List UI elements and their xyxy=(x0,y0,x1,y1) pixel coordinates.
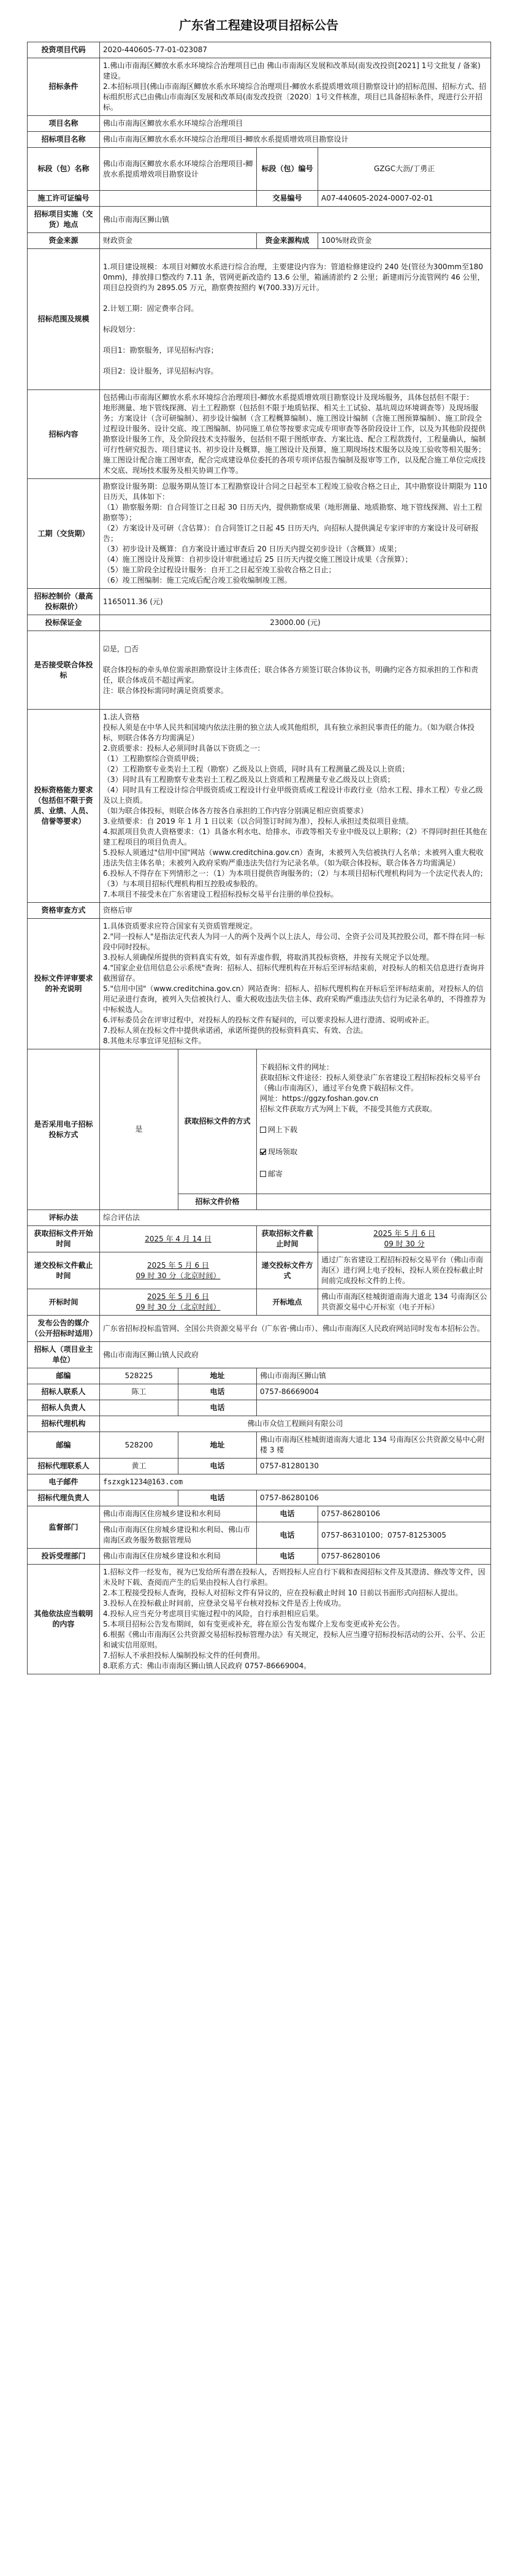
value-doc-method: 通过广东省建设工程招标投标交易平台（佛山市南海区）进行网上电子投标，投标人须在投标截止时间前完成投标文件的上传。 xyxy=(318,1252,491,1289)
label-permit: 施工许可证编号 xyxy=(28,191,100,207)
row-joint xyxy=(28,631,491,710)
joint-text: 联合体投标的牵头单位需承担勘察设计主体责任；联合体各方须签订联合体协议书，明确约定各方拟承担的工作和责任，联合体成员不超过两家。 注：联合体投标需同时满足资质要求。 xyxy=(103,665,479,695)
value-bid-project-name: 佛山市南海区鲫放水系水环境综合治理项目-鲫放水系提质增效项目勘察设计 xyxy=(100,132,491,148)
label-project-code: 投资项目代码 xyxy=(28,42,100,58)
value-tenderer-contact: 陈工 xyxy=(100,1384,178,1400)
label-deposit: 投标保证金 xyxy=(28,615,100,631)
value-get-time: 2025 年 4 月 14 日 xyxy=(100,1226,257,1252)
label-supervisor-2-tel: 电话 xyxy=(257,1522,318,1549)
value-agent: 佛山市众信工程顾问有限公司 xyxy=(100,1416,491,1432)
row-agent-leader xyxy=(28,1490,491,1506)
label-channel: 获取招标文件的方式 xyxy=(178,1049,257,1194)
row-media xyxy=(28,1316,491,1342)
value-section: 佛山市南海区鲫放水系水环境综合治理项目-鲫放水系提质增效项目勘察设计 xyxy=(100,148,257,191)
scope-item: 项目2：设计服务，详见招标内容。 xyxy=(103,367,218,375)
label-agent-tel: 电话 xyxy=(178,1459,257,1474)
row-agent-email xyxy=(28,1474,491,1490)
label-location: 招标项目实施（交货）地点 xyxy=(28,207,100,233)
row-section xyxy=(28,148,491,191)
value-supervisor-2-tel: 0757-86310100；0757-81253005 xyxy=(318,1522,491,1549)
label-section: 标段（包）名称 xyxy=(28,148,100,191)
value-tenderer-leader xyxy=(100,1400,178,1416)
label-supervisor-tel: 电话 xyxy=(257,1506,318,1522)
value-agent-contact: 黄工 xyxy=(100,1459,178,1474)
value-review-method: 综合评估法 xyxy=(100,1210,491,1226)
value-tenderer: 佛山市南海区狮山镇人民政府 xyxy=(100,1342,491,1368)
row-qualification xyxy=(28,710,491,903)
label-project-name: 项目名称 xyxy=(28,116,100,132)
row-evaluation xyxy=(28,919,491,1049)
row-tenderer-leader xyxy=(28,1400,491,1416)
checkbox-icon xyxy=(260,1171,266,1177)
row-review-method xyxy=(28,1210,491,1226)
row-deposit xyxy=(28,615,491,631)
value-fund-source: 财政资金 xyxy=(100,233,257,249)
scope-item: 项目1：勘察服务，详见招标内容； xyxy=(103,346,218,355)
value-other: 1.招标文件一经发布，视为已发给所有潜在投标人，否则投标人应自行下载和查阅招标文件及其澄清、修改等文件，因未及时下载、查阅而产生的后果由投标人自行承担。 2.本工程接受投标人查询，投标人对招标文件有异议的，应在投标截止时间 10 日前以书面形式向招标人提出。 3.投标人在投标截止时间前，应登录交易平台核对投标文件是否上传成功。 4.投标人应当充分考虑项目实施过程中的风险，自行承担相应后果。 5.本项目招标公告发布期间，如有变更或补充，将在原公告发布媒介上发布变更或补充公告。 6.根据《佛山市南海区公共资源交易招标投标管理办法》有关规定，投标人应当遵守招标投标活动的公开、公平、公正和诚实信用原则。 7.招标人不承担投标人编制投标文件的任何费用。 8.联系方式：佛山市南海区狮山镇人民政府 0757-86669004。 xyxy=(100,1565,491,1674)
page-title: 广东省工程建设项目招标公告 xyxy=(179,18,338,33)
value-scope xyxy=(100,249,491,390)
label-supervisor: 监督部门 xyxy=(28,1506,100,1549)
row-tenderer xyxy=(28,1342,491,1368)
label-agent-leader: 招标代理负责人 xyxy=(28,1490,100,1506)
row-electronic xyxy=(28,1049,491,1194)
value-complaint-tel: 0757-86280106 xyxy=(318,1549,491,1565)
label-agent-postcode: 邮编 xyxy=(28,1432,100,1459)
value-agent-leader xyxy=(100,1490,178,1506)
row-conditions xyxy=(28,58,491,116)
label-cost: 招标控制价（最高投标限价） xyxy=(28,589,100,615)
value-joint xyxy=(100,631,491,710)
checkbox-icon xyxy=(260,1127,266,1133)
row-schedule xyxy=(28,479,491,589)
value-qualification: 1.法人资格 投标人须是在中华人民共和国境内依法注册的独立法人或其他组织，具有独立承担民事责任的能力。（如为联合体投标，则联合体各方均需满足） 2.资质要求：投标人必须同时具备以下资质之一： （1）工程勘察综合资质甲级； （2）工程勘察专业类岩土工程（勘察）乙级及以上资质，同时具有工程测量乙级及以上资质； （3）同时具有工程勘察专业类岩土工程乙级及以上资质和工程测量专业乙级及以上资质； （4）同时具有工程设计综合甲级资质或工程设计行业甲级资质或工程设计市政行业（给水工程、排水工程）专业乙级及以上资质。 （如为联合体投标，则联合体各方按各自承担的工作内容分别满足相应资质要求） 3.业绩要求：自 2019 年 1 月 1 日以来（以合同签订时间为准），投标人承担过类似项目业绩。 4.拟派项目负责人资格要求：（1）具备水利水电、给排水、市政等相关专业中级及以上职称；（2）不得同时担任其他在建工程项目的项目负责人。 5.投标人须通过"信用中国"网站（www.creditchina.gov.cn）查询，未被列入失信被执行人名单；未被列入重大税收违法失信主体名单；未被列入政府采购严重违法失信行为记录名单。（如为联合体投标，联合体各方均需满足） 6.投标人不得存在下列情形之一：（1）为本项目提供咨询服务的；（2）与本项目招标代理机构同为一个法定代表人的；（3）与本项目招标代理机构相互控股或参股的。 7.本项目不接受未在广东省建设工程招标投标交易平台注册的单位投标。 xyxy=(100,710,491,903)
label-agent-addr: 地址 xyxy=(178,1432,257,1459)
label-electronic: 是否采用电子招标投标方式 xyxy=(28,1049,100,1210)
value-complaint: 佛山市南海区住房城乡建设和水利局 xyxy=(100,1549,257,1565)
value-permit xyxy=(100,191,257,207)
value-electronic: 是 xyxy=(100,1049,178,1210)
label-open-place: 开标地点 xyxy=(257,1289,318,1316)
value-content: 包括佛山市南海区鲫放水系水环境综合治理项目-鲫放水系提质增效项目勘察设计及现场服务，具体包括但不限于： 地形测量、地下管线探测、岩土工程勘察（包括但不限于地质钻探、相关土工试验、基坑周边环境调查等）及现场服务；方案设计（含可研编制）、初步设计编制（含工程概算编制）、施工图设计编制（含施工图预算编制）、施工阶段全过程设计服务、设计交底、竣工图编制、协同施工单位等按要求完成专项审查等各阶段设计工作，以及为其他阶段提供勘察设计服务工作，及全阶段技术支持服务，包括但不限于图纸审查、方案比选、配合工程款拨付，工程量确认，编制可行性研究报告、项目建议书、初步设计及概算，施工图设计及预算，施工期现场技术服务以及竣工验收等相关服务；施工图设计配合施工图审查，配合完成建设单位委托的各项专项评估报告编制及报审等工作，以及配合施工单位完成技术交底、现场技术服务及相关协调工作等。 xyxy=(100,390,491,479)
value-supervisor-tel: 0757-86280106 xyxy=(318,1506,491,1522)
scope-item: 标段划分： xyxy=(103,325,140,334)
label-tenderer-addr: 地址 xyxy=(178,1368,257,1384)
value-media: 广东省招标投标监管网、全国公共资源交易平台（广东省·佛山市）、佛山市南海区人民政府网站同时发布本招标公告。 xyxy=(100,1316,491,1342)
row-supervisor xyxy=(28,1506,491,1522)
value-open-place: 佛山市南海区桂城街道南海大道北 134 号南海区公共资源交易中心开标室（电子开标） xyxy=(318,1289,491,1316)
value-open-time: 2025 年 5 月 6 日 09 时 30 分（北京时间） xyxy=(100,1289,257,1316)
label-tenderer-leader: 招标人负责人 xyxy=(28,1400,100,1416)
label-get-end: 获取招标文件截止时间 xyxy=(257,1226,318,1252)
value-section-no: GZGC大沥/丁勇正 xyxy=(318,148,491,191)
row-tenderer-contact xyxy=(28,1384,491,1400)
label-trade-code: 交易编号 xyxy=(257,191,318,207)
row-project-name xyxy=(28,116,491,132)
value-agent-addr: 佛山市南海区桂城街道南海大道北 134 号南海区公共资源交易中心附楼 3 楼 xyxy=(257,1432,491,1459)
channel-option-mail[interactable]: 邮寄 xyxy=(260,1169,487,1179)
value-project-name: 佛山市南海区鲫放水系水环境综合治理项目 xyxy=(100,116,491,132)
label-tenderer-leader-tel: 电话 xyxy=(178,1400,257,1416)
label-agent: 招标代理机构 xyxy=(28,1416,100,1432)
value-fund-ratio: 100%财政资金 xyxy=(318,233,491,249)
row-content xyxy=(28,390,491,479)
value-tenderer-tel: 0757-86669004 xyxy=(257,1384,491,1400)
notice-table xyxy=(27,42,491,1674)
value-review: 资格后审 xyxy=(100,903,491,919)
value-trade-code: A07-440605-2024-0007-02-01 xyxy=(318,191,491,207)
value-cost: 1165011.36 (元) xyxy=(100,589,491,615)
value-supervisor-2: 佛山市南海区住房城乡建设和水利局、佛山市南海区政务服务数据管理局 xyxy=(100,1522,257,1549)
row-review xyxy=(28,903,491,919)
label-qualification: 投标资格能力要求（包括但不限于资质、业绩、人员、信誉等要求） xyxy=(28,710,100,903)
value-tenderer-addr: 佛山市南海区狮山镇 xyxy=(257,1368,491,1384)
value-agent-tel: 0757-81280130 xyxy=(257,1459,491,1474)
label-conditions: 招标条件 xyxy=(28,58,100,116)
label-doc-submit: 递交投标文件截止时间 xyxy=(28,1252,100,1289)
value-tenderer-postcode: 528225 xyxy=(100,1368,178,1384)
label-joint: 是否接受联合体投标 xyxy=(28,631,100,710)
row-scope xyxy=(28,249,491,390)
scope-intro: 1.项目建设规模：本项目对鲫放水系进行综合治理，主要建设内容为：管道检修建设约 240 处(管径为300mm至1800mm)，排放排口整改约 7.11 条，管网更新改造约 13.6 公里，箱涵清淤约 2 公里；新建雨污分流管网约 46 公里，项目总投资约为 2895.05 万元，勘察费按照约 ¥(700.33)万元计。 xyxy=(103,263,485,292)
row-cost xyxy=(28,589,491,615)
row-location xyxy=(28,207,491,233)
label-fund-source: 资金来源 xyxy=(28,233,100,249)
row-fund xyxy=(28,233,491,249)
channel-text: 下载招标文件的网址： 获取招标文件途径：投标人须登录广东省建设工程招标投标交易平台（佛山市南海区），通过平台免费下载招标文件。 网址：https://ggzy.foshan.gov.cn 招标文件获取方式为网上下载，不接受其他方式获取。 xyxy=(260,1063,481,1113)
value-conditions: 1.佛山市南海区鲫放水系水环境综合治理项目已由 佛山市南海区发展和改革局(南发改投资[2021] 1号文批复 / 备案) 建设。 2.本招标项目(佛山市南海区鲫放水系水环境综合治理项目-鲫放水系提质增效项目勘察设计)的招标范围、招标方式、招标组织形式已由佛山市南海区发展和改革局(南发改投资〔2020〕1号文件核准，项目已具备招标条件，现进行公开招标。 xyxy=(100,58,491,116)
label-get-time: 获取招标文件开始时间 xyxy=(28,1226,100,1252)
channel-option-onsite[interactable]: 现场领取 xyxy=(260,1147,487,1157)
value-get-end: 2025 年 5 月 6 日 09 时 30 分 xyxy=(318,1226,491,1252)
label-review: 资格审查方式 xyxy=(28,903,100,919)
value-deposit: 23000.00 (元) xyxy=(100,615,491,631)
value-tenderer-leader-tel xyxy=(257,1400,491,1416)
label-tenderer-postcode: 邮编 xyxy=(28,1368,100,1384)
label-review-method: 评标办法 xyxy=(28,1210,100,1226)
label-agent-contact: 招标代理联系人 xyxy=(28,1459,100,1474)
row-get-time xyxy=(28,1226,491,1252)
row-tenderer-addr xyxy=(28,1368,491,1384)
value-doc-submit: 2025 年 5 月 6 日 09 时 30 分（北京时间） xyxy=(100,1252,257,1289)
label-other: 其他依法应当载明的内容 xyxy=(28,1565,100,1674)
value-supervisor: 佛山市南海区住房城乡建设和水利局 xyxy=(100,1506,257,1522)
row-agent-contact xyxy=(28,1459,491,1474)
row-project-code xyxy=(28,42,491,58)
label-media: 发布公告的媒介（公开招标时适用） xyxy=(28,1316,100,1342)
label-tenderer-tel: 电话 xyxy=(178,1384,257,1400)
row-agent xyxy=(28,1416,491,1432)
value-agent-leader-tel: 0757-86280106 xyxy=(257,1490,491,1506)
checkbox-checked-icon xyxy=(260,1149,266,1155)
label-schedule: 工期（交货期） xyxy=(28,479,100,589)
label-agent-email: 电子邮件 xyxy=(28,1474,100,1490)
row-doc-submit xyxy=(28,1252,491,1289)
scope-item: 2.计划工期：固定费率合同。 xyxy=(103,304,199,313)
value-fee xyxy=(257,1194,491,1210)
label-complaint-tel: 电话 xyxy=(257,1549,318,1565)
label-fund-ratio: 资金来源构成 xyxy=(257,233,318,249)
label-tenderer-contact: 招标人联系人 xyxy=(28,1384,100,1400)
label-scope: 招标范围及规模 xyxy=(28,249,100,390)
label-agent-leader-tel: 电话 xyxy=(178,1490,257,1506)
value-project-code: 2020-440605-77-01-023087 xyxy=(100,42,491,58)
row-complaint xyxy=(28,1549,491,1565)
value-agent-email[interactable]: fszxgk1234@163.com xyxy=(100,1474,491,1490)
label-section-no: 标段（包）编号 xyxy=(257,148,318,191)
row-bid-project-name xyxy=(28,132,491,148)
label-bid-project-name: 招标项目名称 xyxy=(28,132,100,148)
value-channel xyxy=(257,1049,491,1194)
label-evaluation: 投标文件评审要求的补充说明 xyxy=(28,919,100,1049)
label-content: 招标内容 xyxy=(28,390,100,479)
row-open-time xyxy=(28,1289,491,1316)
label-complaint: 投诉受理部门 xyxy=(28,1549,100,1565)
row-agent-addr xyxy=(28,1432,491,1459)
value-evaluation: 1.具体资质要求应符合国家有关资质管理规定。 2."同一投标人"是指法定代表人为同一人的两个及两个以上法人，母公司、全资子公司及其控股公司，都不得在同一标段中同时投标。 3.投标人须确保所提供的资料真实有效，如有弄虚作假，将取消其投标资格，并按有关规定予以处理。 4."国家企业信用信息公示系统"查询：招标人、招标代理机构在开标后至评标结束前，对投标人的相关信息进行查询并截图留存。 5."信用中国"（www.creditchina.gov.cn）网站查询：招标人、招标代理机构在开标后至评标结束前，对投标人的信用记录进行查询，被列入失信被执行人、重大税收违法失信主体、政府采购严重违法失信行为记录名单的，不得推荐为中标候选人。 6.评标委员会在评审过程中，对投标人的投标文件有疑问的，可以要求投标人进行澄清、说明或补正。 7.投标人须在投标文件中提供承诺函，承诺所提供的投标资料真实、有效、合法。 8.其他未尽事宜详见招标文件。 xyxy=(100,919,491,1049)
channel-option-download[interactable]: 网上下载 xyxy=(260,1125,487,1135)
row-permit xyxy=(28,191,491,207)
label-fee: 招标文件价格 xyxy=(178,1194,257,1210)
value-location: 佛山市南海区狮山镇 xyxy=(100,207,491,233)
joint-choice: ☑是，□否 xyxy=(103,645,139,653)
label-tenderer: 招标人（项目业主单位） xyxy=(28,1342,100,1368)
label-doc-method: 递交投标文件方式 xyxy=(257,1252,318,1289)
value-agent-postcode: 528200 xyxy=(100,1432,178,1459)
row-other xyxy=(28,1565,491,1674)
value-schedule: 勘察设计服务期：总服务期从签订本工程勘察设计合同之日起至本工程竣工验收合格之日止，其中勘察设计期限为 110 日历天，具体如下： （1）勘察服务期：自合同签订之日起 30 日历天内，提供勘察成果（地形测量、地质勘察、地下管线探测、岩土工程勘察等）； （2）方案设计及可研（含估算）：自合同签订之日起 45 日历天内，向招标人提供满足专家评审的方案设计及可研报告； （3）初步设计及概算：自方案设计通过审查后 20 日历天内提交初步设计（含概算）成果； （4）施工图设计及预算：自初步设计审批通过后 25 日历天内提交施工图设计成果（含预算）； （5）施工阶段全过程设计服务：自开工之日起至竣工验收合格之日止； （6）竣工图编制：施工完成后配合竣工验收编制竣工图。 xyxy=(100,479,491,589)
label-open-time: 开标时间 xyxy=(28,1289,100,1316)
